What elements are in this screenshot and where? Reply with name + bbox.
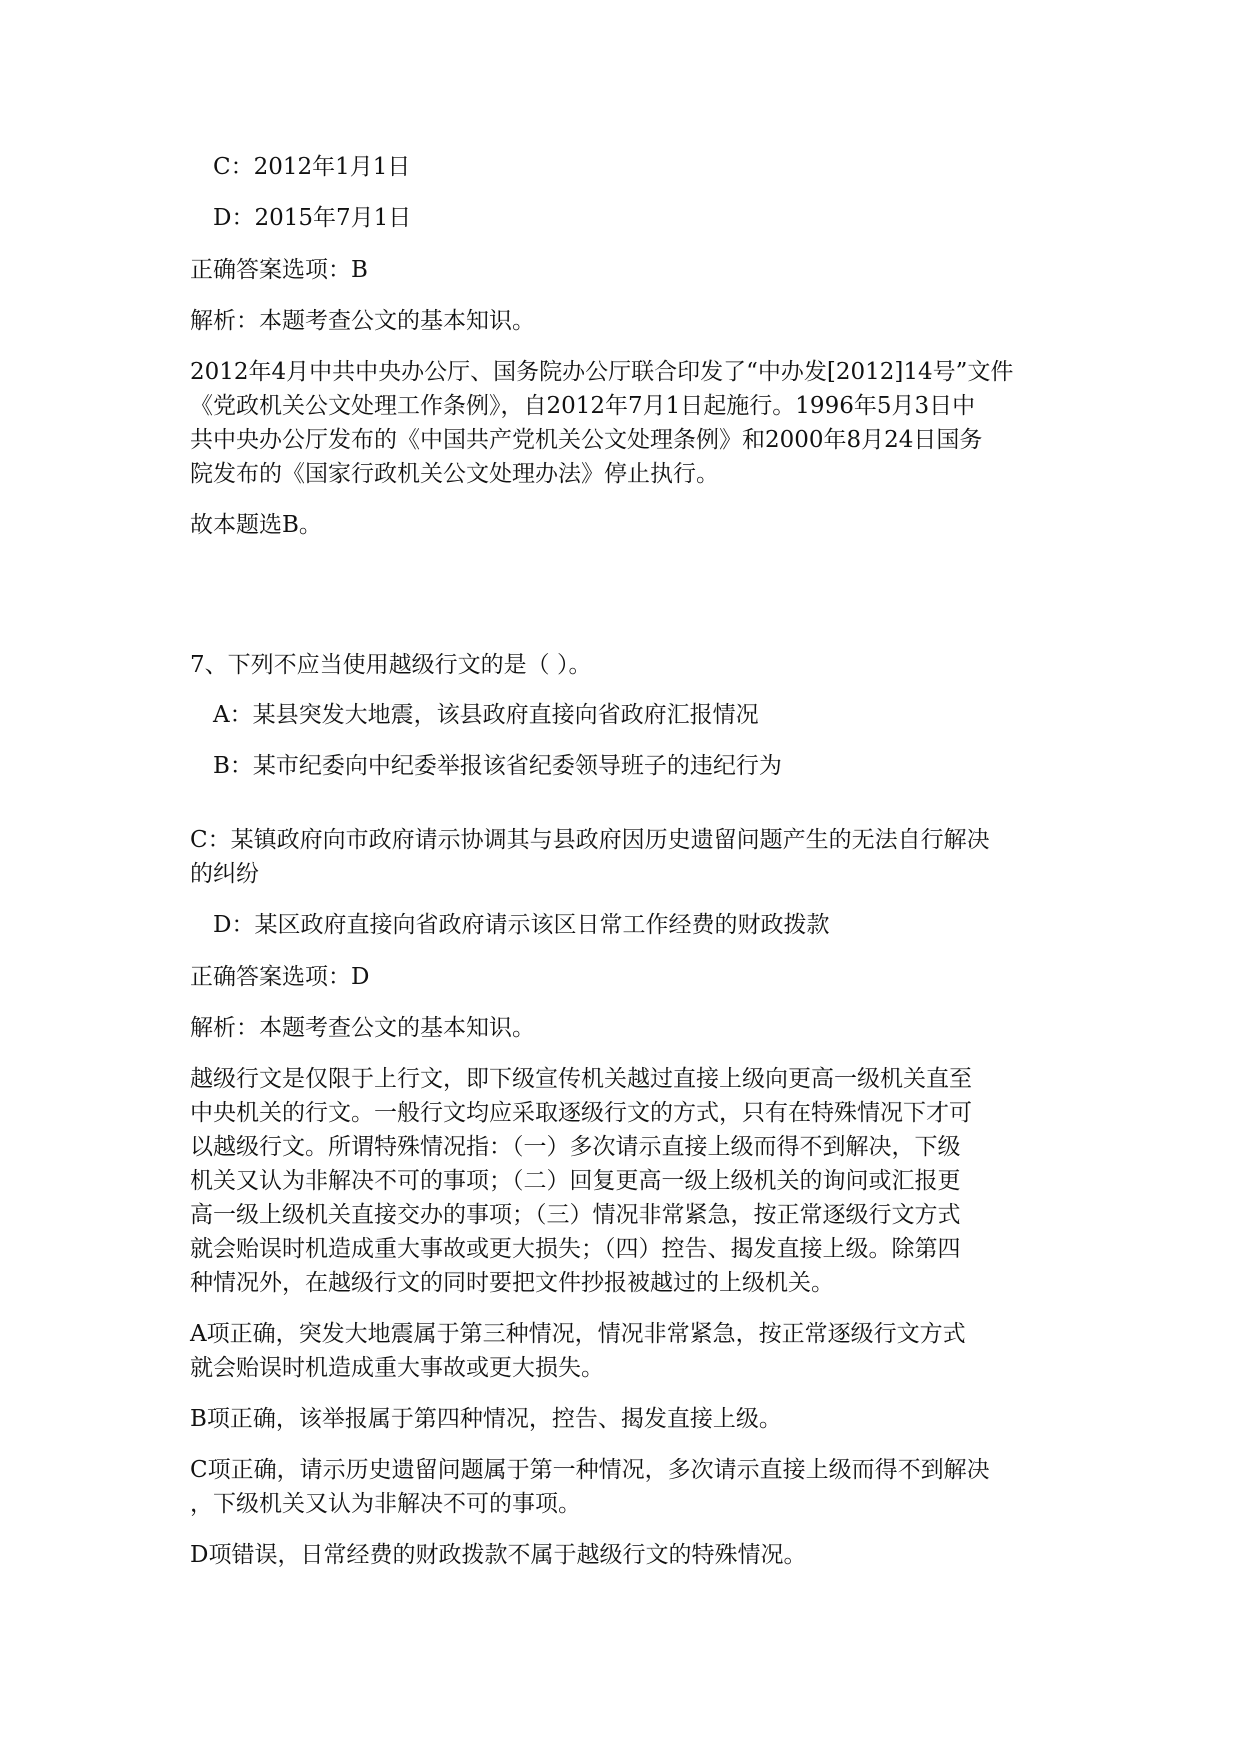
text-line: 2012年4月中共中央办公厅、国务院办公厅联合印发了“中办发[2012]14号”文件: [190, 359, 1014, 385]
q6-conclusion: 故本题选B。: [190, 512, 322, 538]
text-line: 高一级上级机关直接交办的事项；（三）情况非常紧急，按正常逐级行文方式: [190, 1202, 961, 1228]
text-line: 院发布的《国家行政机关公文处理办法》停止执行。: [190, 461, 719, 487]
q7-option-b: B：某市纪委向中纪委举报该省纪委领导班子的违纪行为: [213, 753, 782, 779]
q7-option-a: A：某县突发大地震，该县政府直接向省政府汇报情况: [213, 702, 759, 728]
q7-analysis-option-d: D项错误，日常经费的财政拨款不属于越级行文的特殊情况。: [190, 1542, 807, 1568]
q6-option-c: C：2012年1月1日: [213, 154, 411, 180]
text-line: C项正确，请示历史遗留问题属于第一种情况，多次请示直接上级而得不到解决: [190, 1457, 990, 1483]
text-line: C：某镇政府向市政府请示协调其与县政府因历史遗留问题产生的无法自行解决: [190, 827, 990, 853]
q6-analysis-label: 解析：本题考查公文的基本知识。: [190, 308, 535, 334]
text-line: 共中央办公厅发布的《中国共产党机关公文处理条例》和2000年8月24日国务: [190, 427, 983, 453]
text-line: 就会贻误时机造成重大事故或更大损失；（四）控告、揭发直接上级。除第四: [190, 1236, 961, 1262]
text-line: 越级行文是仅限于上行文，即下级宣传机关越过直接上级向更高一级机关直至: [190, 1066, 972, 1092]
text-line: ，下级机关又认为非解决不可的事项。: [190, 1491, 581, 1517]
text-line: 《党政机关公文处理工作条例》，自2012年7月1日起施行。1996年5月3日中: [190, 393, 976, 419]
text-line: 就会贻误时机造成重大事故或更大损失。: [190, 1355, 604, 1381]
text-line: 种情况外，在越级行文的同时要把文件抄报被越过的上级机关。: [190, 1270, 834, 1296]
q6-option-d: D：2015年7月1日: [213, 205, 412, 231]
text-line: A项正确，突发大地震属于第三种情况，情况非常紧急，按正常逐级行文方式: [190, 1321, 966, 1347]
q7-option-d: D：某区政府直接向省政府请示该区日常工作经费的财政拨款: [213, 912, 830, 938]
text-line: 中央机关的行文。一般行文均应采取逐级行文的方式，只有在特殊情况下才可: [190, 1100, 972, 1126]
text-line: 以越级行文。所谓特殊情况指：（一）多次请示直接上级而得不到解决，下级: [190, 1134, 961, 1160]
q6-answer: 正确答案选项：B: [190, 257, 368, 283]
text-line: 机关又认为非解决不可的事项；（二）回复更高一级上级机关的询问或汇报更: [190, 1168, 961, 1194]
text-line: 的纠纷: [190, 861, 259, 887]
q7-answer: 正确答案选项：D: [190, 964, 370, 990]
q7-analysis-option-b: B项正确，该举报属于第四种情况，控告、揭发直接上级。: [190, 1406, 782, 1432]
q7-analysis-label: 解析：本题考查公文的基本知识。: [190, 1015, 535, 1041]
q7-question: 7、下列不应当使用越级行文的是（ ）。: [190, 652, 592, 678]
